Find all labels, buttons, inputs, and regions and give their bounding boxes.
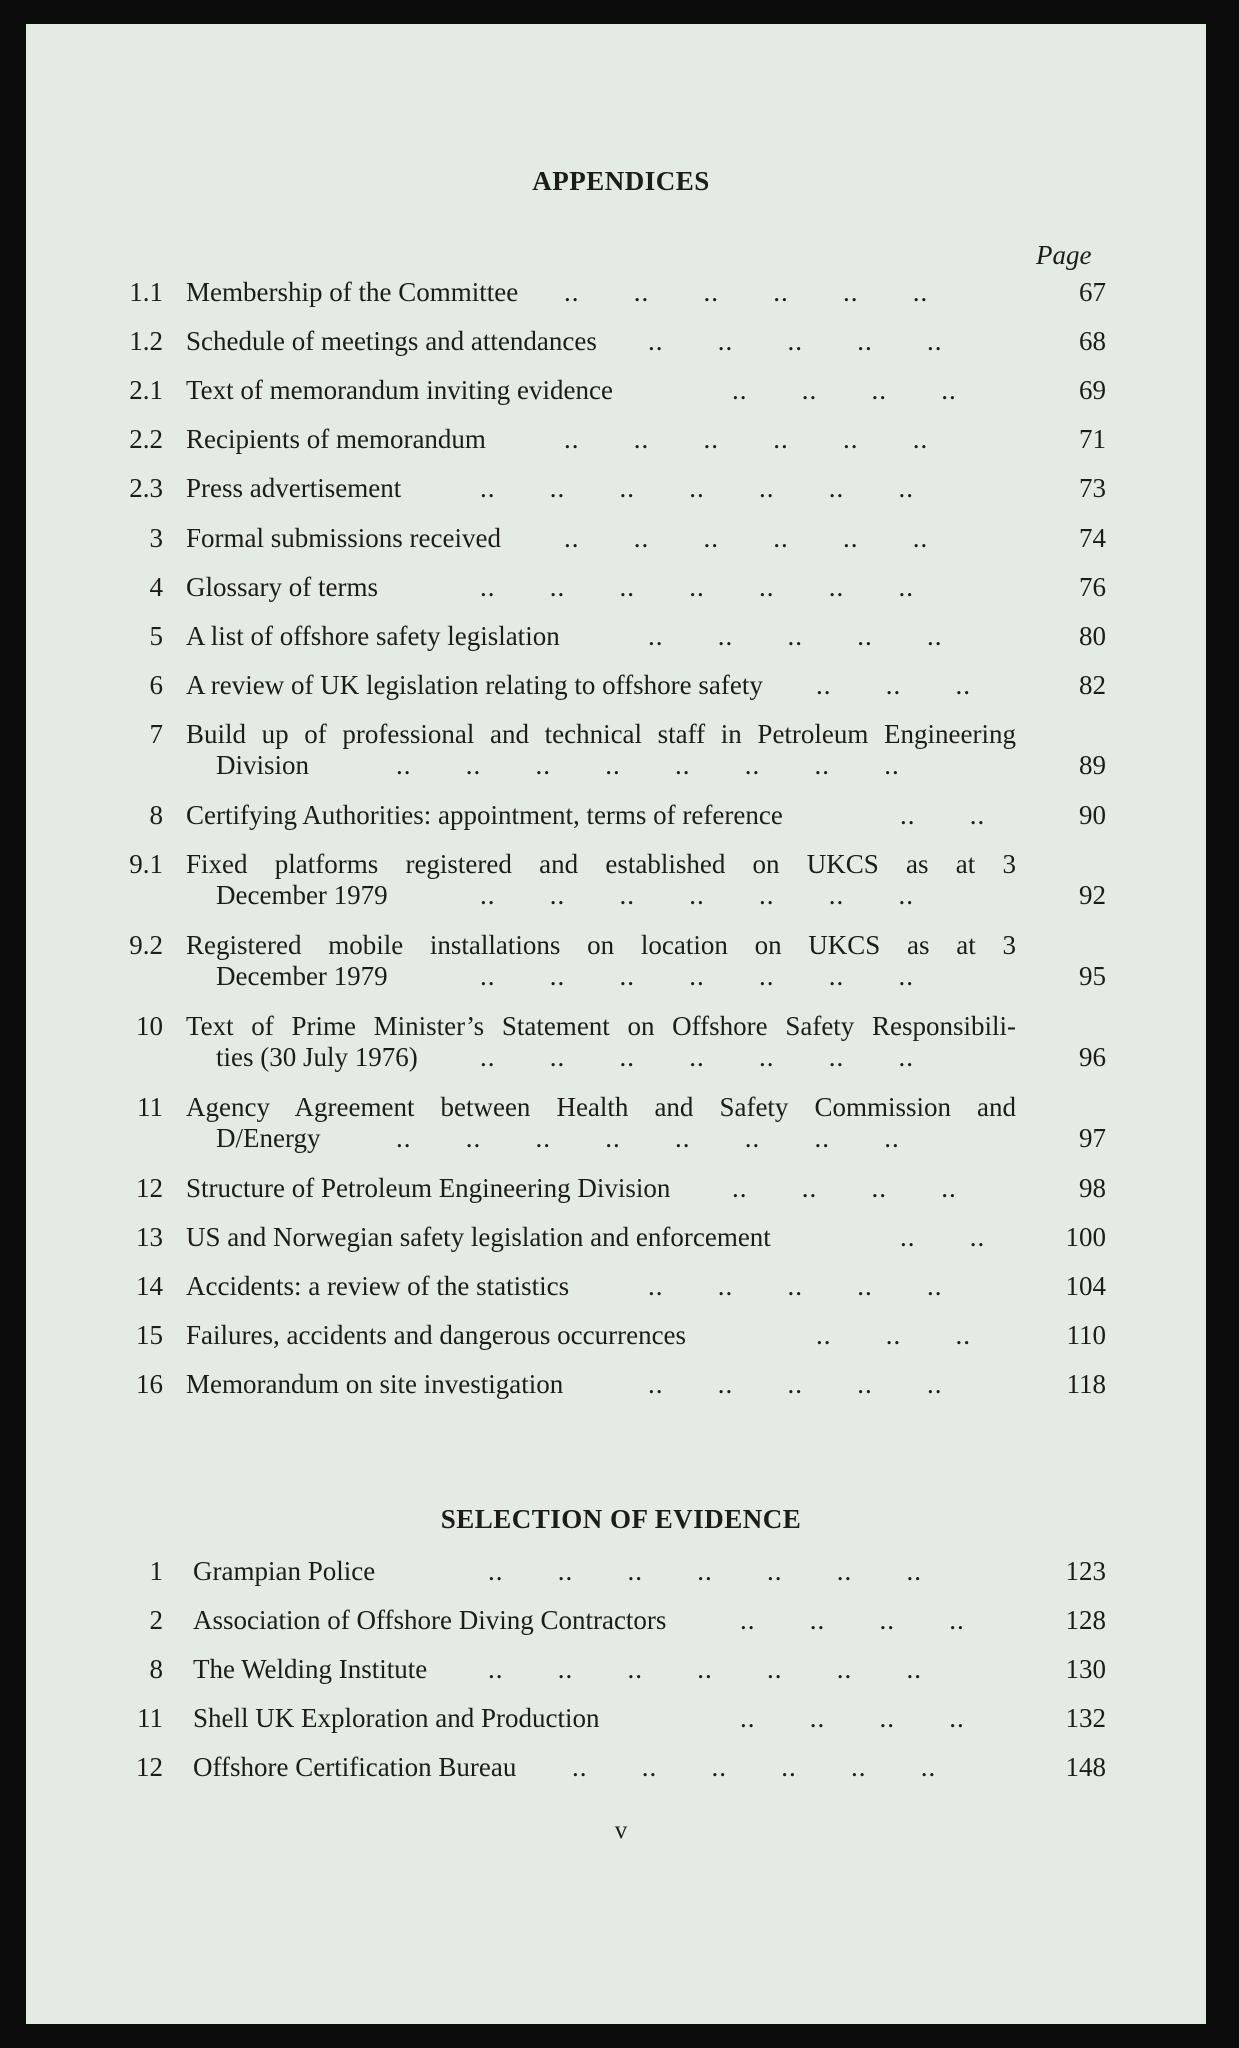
entry-number: 1.2 [129,326,163,356]
entry-title: Shell UK Exploration and Production [193,1703,600,1733]
entry-number: 14 [136,1271,163,1301]
entry-title: Offshore Certification Bureau [193,1752,517,1782]
entry-page: 80 [1079,621,1106,651]
entry-title: Registered mobile installations on location on UKCS as at 3 December 1979 [186,930,1016,991]
entry-title: Membership of the Committee [186,277,519,307]
entry-title: Glossary of terms [186,572,378,602]
leader-dots: .. .. .. .. .. .. .. [480,1042,914,1072]
entry-number: 12 [136,1752,163,1782]
leader-dots: .. .. .. .. .. .. .. [488,1556,922,1586]
entry-number: 13 [136,1222,163,1252]
leader-dots: .. .. .. .. .. .. .. [488,1654,922,1684]
entry-number: 4 [149,572,163,602]
entry-number: 6 [149,670,163,700]
entry-page: 95 [1079,961,1106,991]
entry-title: Association of Offshore Diving Contractors [193,1605,667,1635]
entry-page: 104 [1065,1271,1106,1301]
leader-dots: .. .. .. .. [732,1173,957,1203]
entry-page: 90 [1079,800,1106,830]
leader-dots: .. .. .. [816,1320,971,1350]
leader-dots: .. .. .. .. .. .. .. .. [396,750,900,780]
entry-title: The Welding Institute [193,1654,428,1684]
entry-title: A review of UK legislation relating to offshore safety [186,670,763,700]
entry-title: Build up of professional and technical staff in Petroleum Engineering Division [186,719,1016,780]
leader-dots: .. .. .. .. .. .. .. [480,961,914,991]
entry-number: 5 [149,621,163,651]
leader-dots: .. .. .. .. .. .. .. .. [396,1123,900,1153]
leader-dots: .. .. .. .. .. [648,1271,943,1301]
entry-title: Accidents: a review of the statistics [186,1271,570,1301]
leader-dots: .. .. [900,800,986,830]
entry-page: 98 [1079,1173,1106,1203]
entry-title: US and Norwegian safety legislation and enforcement [186,1222,771,1252]
entry-page: 110 [1066,1320,1106,1350]
entry-number: 2.3 [129,473,163,503]
entry-title: Certifying Authorities: appointment, terms of reference [186,800,783,830]
leader-dots: .. .. .. .. .. [648,621,943,651]
entry-page: 69 [1079,375,1106,405]
entry-number: 8 [149,1654,163,1684]
leader-dots: .. .. .. .. .. [648,1369,943,1399]
entry-title: Fixed platforms registered and established on UKCS as at 3 December 1979 [186,849,1016,910]
entry-title: Memorandum on site investigation [186,1369,564,1399]
entry-number: 9.2 [129,930,163,960]
entry-title: Structure of Petroleum Engineering Division [186,1173,671,1203]
entry-title: Recipients of memorandum [186,424,486,454]
leader-dots: .. .. .. [816,670,971,700]
leader-dots: .. .. .. .. .. .. .. [480,572,914,602]
entry-page: 71 [1079,424,1106,454]
entry-page: 92 [1079,880,1106,910]
entry-number: 1.1 [129,277,163,307]
entry-page: 82 [1079,670,1106,700]
leader-dots: .. .. [900,1222,986,1252]
entry-number: 7 [149,719,163,749]
entry-page: 148 [1065,1752,1106,1782]
entry-title: A list of offshore safety legislation [186,621,560,651]
entry-title: Schedule of meetings and attendances [186,326,597,356]
entry-page: 97 [1079,1123,1106,1153]
entry-page: 130 [1065,1654,1106,1684]
leader-dots: .. .. .. .. .. .. [564,523,929,553]
entry-page: 123 [1065,1556,1106,1586]
entry-page: 96 [1079,1042,1106,1072]
entry-number: 16 [136,1369,163,1399]
entry-title: Formal submissions received [186,523,501,553]
leader-dots: .. .. .. .. .. [648,326,943,356]
entry-number: 12 [136,1173,163,1203]
entry-page: 76 [1079,572,1106,602]
entry-title: Press advertisement [186,473,402,503]
entry-number: 8 [149,800,163,830]
entry-page: 128 [1065,1605,1106,1635]
entry-page: 100 [1065,1222,1106,1252]
entry-title: Text of memorandum inviting evidence [186,375,613,405]
leader-dots: .. .. .. .. .. .. [572,1752,937,1782]
leader-dots: .. .. .. .. .. .. [564,424,929,454]
entry-page: 68 [1079,326,1106,356]
entry-page: 132 [1065,1703,1106,1733]
leader-dots: .. .. .. .. .. .. [564,277,929,307]
leader-dots: .. .. .. .. [740,1605,965,1635]
entry-number: 2.2 [129,424,163,454]
entry-number: 15 [136,1320,163,1350]
entry-page: 73 [1079,473,1106,503]
entry-number: 3 [149,523,163,553]
leader-dots: .. .. .. .. .. .. .. [480,880,914,910]
entry-number: 11 [137,1092,163,1122]
entry-number: 2.1 [129,375,163,405]
page-number: v [614,1817,628,1844]
entry-page: 67 [1079,277,1106,307]
leader-dots: .. .. .. .. [732,375,957,405]
entry-number: 1 [149,1556,163,1586]
leader-dots: .. .. .. .. .. .. .. [480,473,914,503]
entry-title: Failures, accidents and dangerous occurrences [186,1320,687,1350]
entry-page: 118 [1066,1369,1106,1399]
document-page [26,24,1206,2024]
evidence-heading: SELECTION OF EVIDENCE [440,1504,802,1534]
entry-number: 10 [136,1011,163,1041]
page-column-label: Page [1036,240,1092,270]
entry-title: Text of Prime Minister’s Statement on Offshore Safety Responsibili- ties (30 July 1976) [186,1011,1016,1072]
leader-dots: .. .. .. .. [740,1703,965,1733]
entry-page: 74 [1079,523,1106,553]
entry-number: 2 [149,1605,163,1635]
entry-title: Agency Agreement between Health and Safety Commission and D/Energy [186,1092,1016,1153]
entry-title: Grampian Police [193,1556,376,1586]
entry-number: 11 [137,1703,163,1733]
entry-page: 89 [1079,750,1106,780]
entry-number: 9.1 [129,849,163,879]
appendices-heading: APPENDICES [532,166,710,196]
